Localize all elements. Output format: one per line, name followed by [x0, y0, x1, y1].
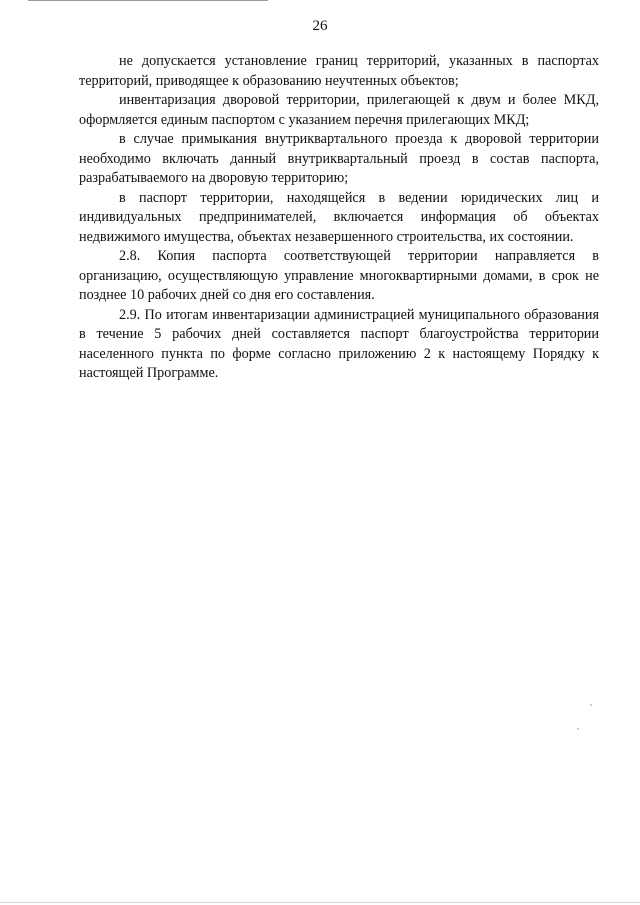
paragraph-yard-inventory: инвентаризация дворовой территории, прилегающей к двум и более МКД, оформляется единым паспортом с указанием перечня прилегающих МКД; — [79, 92, 599, 128]
paragraph-legal-entities: в паспорт территории, находящейся в ведении юридических лиц и индивидуальных предпринимателей, включается информация об объектах недвижимого имущества, объектах незавершенного строительства, их состоянии. — [79, 189, 599, 245]
scan-speck — [577, 728, 579, 730]
page-number: 26 — [312, 18, 328, 34]
top-edge-rule — [28, 0, 268, 1]
paragraph-boundaries: не допускается установление границ территорий, указанных в паспортах территорий, приводящее к образованию неучтенных объектов; — [79, 53, 599, 89]
paragraph-2-9: 2.9. По итогам инвентаризации администрацией муниципального образования в течение 5 рабочих дней составляется паспорт благоустройства территории населенного пункта по форме согласно приложению 2 к настоящему Порядку к настоящей Программе. — [79, 306, 599, 381]
paragraph-driveway: в случае примыкания внутриквартального проезда к дворовой территории необходимо включать данный внутриквартальный проезд в состав паспорта, разрабатываемого на дворовую территорию; — [79, 131, 599, 186]
paragraph-2-8: 2.8. Копия паспорта соответствующей территории направляется в организацию, осуществляющую управление многоквартирными домами, в срок не позднее 10 рабочих дней со дня его составления. — [79, 248, 599, 303]
bottom-edge-rule — [0, 902, 640, 903]
scan-speck — [590, 704, 592, 706]
document-body — [79, 52, 599, 384]
